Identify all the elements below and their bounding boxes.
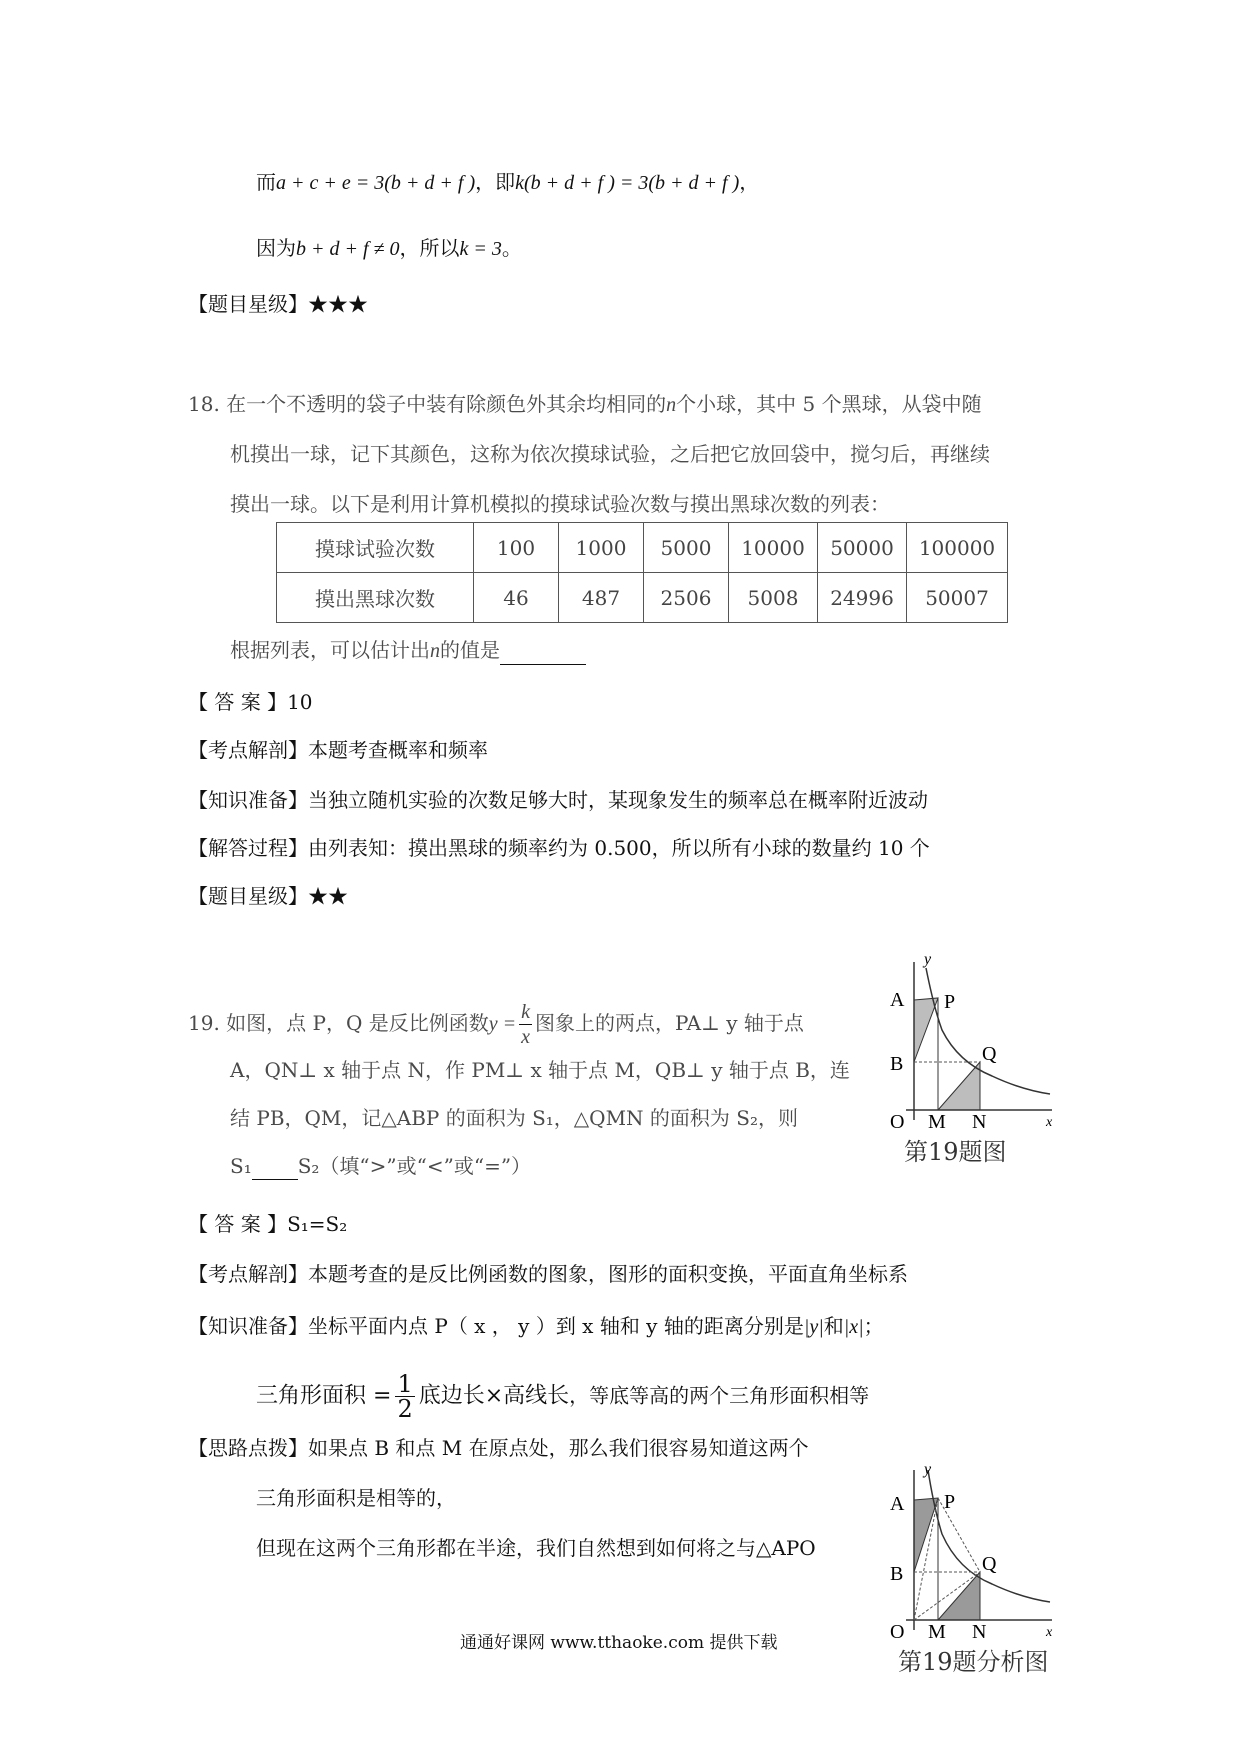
answer-blank bbox=[500, 642, 586, 665]
label-a: A bbox=[890, 1493, 905, 1515]
q18-stars bbox=[188, 882, 348, 910]
section-label: 【 答 案 】 bbox=[188, 690, 288, 714]
section-label: 【考点解剖】 bbox=[188, 738, 308, 762]
equation: a + c + e = 3(b + d + f ) bbox=[276, 172, 476, 194]
q18-kaodian: 【考点解剖】本题考查概率和频率 bbox=[188, 738, 488, 762]
q18-jieda: 【解答过程】由列表知：摸出黑球的频率约为 0.500，所以所有小球的数量约 10 个 bbox=[188, 836, 930, 860]
section-label: 【知识准备】 bbox=[188, 1314, 308, 1338]
label-q: Q bbox=[982, 1553, 997, 1575]
table-cell: 2506 bbox=[644, 573, 729, 623]
area-formula: 三角形面积 = $\frac{1}{2}$ 底边长×高线长，等底等高的两个三角形面积相等 bbox=[256, 1370, 870, 1423]
table-cell: 46 bbox=[474, 573, 559, 623]
q19-line-3: 结 PB，QM，记△ABP 的面积为 S₁，△QMN 的面积为 S₂，则 bbox=[230, 1106, 798, 1130]
table-row bbox=[277, 573, 1008, 623]
label-p: P bbox=[944, 991, 956, 1013]
table-row bbox=[277, 523, 1008, 573]
table-cell: 50007 bbox=[907, 573, 1008, 623]
q19-analysis-figure bbox=[882, 1460, 1062, 1640]
table-cell: 487 bbox=[559, 573, 644, 623]
equation: k = 3 bbox=[459, 238, 502, 260]
q19-silu-2: 三角形面积是相等的， bbox=[256, 1486, 456, 1510]
q19-zhishi: 【知识准备】坐标平面内点 P（ x ， y ）到 x 轴和 y 轴的距离分别是|y|和|x|； bbox=[188, 1314, 884, 1338]
equation: k(b + d + f ) = 3(b + d + f ) bbox=[515, 172, 740, 194]
table-cell: 24996 bbox=[818, 573, 907, 623]
table-cell: 100000 bbox=[907, 523, 1008, 573]
q18-table bbox=[276, 522, 1008, 623]
q19-figure bbox=[882, 950, 1062, 1130]
q18-zhishi: 【知识准备】当独立随机实验的次数足够大时，某现象发生的频率总在概率附近波动 bbox=[188, 788, 928, 812]
fraction: $\frac{k}{x}$ bbox=[521, 1001, 530, 1048]
difficulty-stars: ★★★ bbox=[308, 292, 368, 316]
label-b: B bbox=[890, 1053, 904, 1075]
prev-line-1: 而a + c + e = 3(b + d + f )，即k(b + d + f ) = 3(b + d + f )， bbox=[256, 170, 760, 194]
label-p: P bbox=[944, 1491, 956, 1513]
fraction: $\frac{1}{2}$ bbox=[397, 1370, 413, 1423]
table-cell: 100 bbox=[474, 523, 559, 573]
q19-silu-3: 但现在这两个三角形都在半途，我们自然想到如何将之与△APO bbox=[256, 1536, 816, 1560]
label-y: y bbox=[924, 1461, 932, 1478]
label-n: N bbox=[972, 1621, 987, 1640]
q18-answer: 【 答 案 】10 bbox=[188, 690, 313, 714]
label-b: B bbox=[890, 1563, 904, 1585]
answer-blank bbox=[252, 1157, 298, 1180]
q19-line-2: A，QN⊥ x 轴于点 N，作 PM⊥ x 轴于点 M，QB⊥ y 轴于点 B，连 bbox=[230, 1058, 850, 1082]
triangle-qmn bbox=[938, 1062, 980, 1110]
section-label: 【考点解剖】 bbox=[188, 1262, 308, 1286]
difficulty-stars: ★★ bbox=[308, 884, 348, 908]
prev-line-2: 因为b + d + f ≠ 0，所以k = 3。 bbox=[256, 236, 522, 260]
section-label: 【题目星级】 bbox=[188, 884, 308, 908]
label-a: A bbox=[890, 989, 905, 1011]
section-label: 【题目星级】 bbox=[188, 292, 308, 316]
row-header: 摸球试验次数 bbox=[277, 523, 474, 573]
table-cell: 10000 bbox=[729, 523, 818, 573]
label-o: O bbox=[890, 1111, 905, 1130]
hyperbola-curve bbox=[926, 968, 1050, 1094]
q19-silu-1: 【思路点拨】如果点 B 和点 M 在原点处，那么我们很容易知道这两个 bbox=[188, 1436, 809, 1460]
figure-caption: 第19题图 bbox=[904, 1138, 1007, 1166]
section-label: 【思路点拨】 bbox=[188, 1436, 308, 1460]
q19-line-1: 19. 如图，点 P，Q 是反比例函数y = $\frac{k}{x}$ 图象上的两点，PA⊥ y 轴于点 bbox=[188, 1001, 804, 1048]
q19-line-4: S₁ S₂（填“>”或“<”或“=”） bbox=[230, 1154, 532, 1178]
label-x: x bbox=[1046, 1625, 1053, 1640]
table-cell: 5000 bbox=[644, 523, 729, 573]
label-m: M bbox=[928, 1621, 946, 1640]
label-o: O bbox=[890, 1621, 905, 1640]
row-header: 摸出黑球次数 bbox=[277, 573, 474, 623]
prev-stars bbox=[188, 290, 368, 318]
q19-kaodian: 【考点解剖】本题考查的是反比例函数的图象，图形的面积变换，平面直角坐标系 bbox=[188, 1262, 908, 1286]
section-label: 【知识准备】 bbox=[188, 788, 308, 812]
table-cell: 50000 bbox=[818, 523, 907, 573]
section-label: 【解答过程】 bbox=[188, 836, 308, 860]
figure-caption: 第19题分析图 bbox=[898, 1648, 1049, 1676]
label-x: x bbox=[1046, 1115, 1053, 1130]
q18-line-1: 18. 在一个不透明的袋子中装有除颜色外其余均相同的n个小球，其中 5 个黑球，从袋中随 bbox=[188, 392, 982, 416]
q18-line-2: 机摸出一球，记下其颜色，这称为依次摸球试验，之后把它放回袋中，搅匀后，再继续 bbox=[230, 442, 990, 466]
q18-line-3: 摸出一球。以下是利用计算机模拟的摸球试验次数与摸出黑球次数的列表： bbox=[230, 492, 890, 516]
page-footer: 通通好课网 www.tthaoke.com 提供下载 bbox=[460, 1633, 778, 1653]
equation: b + d + f ≠ 0 bbox=[296, 238, 400, 260]
q19-answer: 【 答 案 】S₁=S₂ bbox=[188, 1212, 348, 1236]
q18-after-table: 根据列表，可以估计出n的值是 bbox=[230, 636, 586, 665]
hyperbola-curve bbox=[928, 1470, 1050, 1602]
table-cell: 5008 bbox=[729, 573, 818, 623]
label-m: M bbox=[928, 1111, 946, 1130]
section-label: 【 答 案 】 bbox=[188, 1212, 288, 1236]
label-y: y bbox=[924, 951, 932, 968]
triangle-qmn bbox=[938, 1572, 980, 1620]
label-q: Q bbox=[982, 1043, 997, 1065]
table-cell: 1000 bbox=[559, 523, 644, 573]
label-n: N bbox=[972, 1111, 987, 1130]
